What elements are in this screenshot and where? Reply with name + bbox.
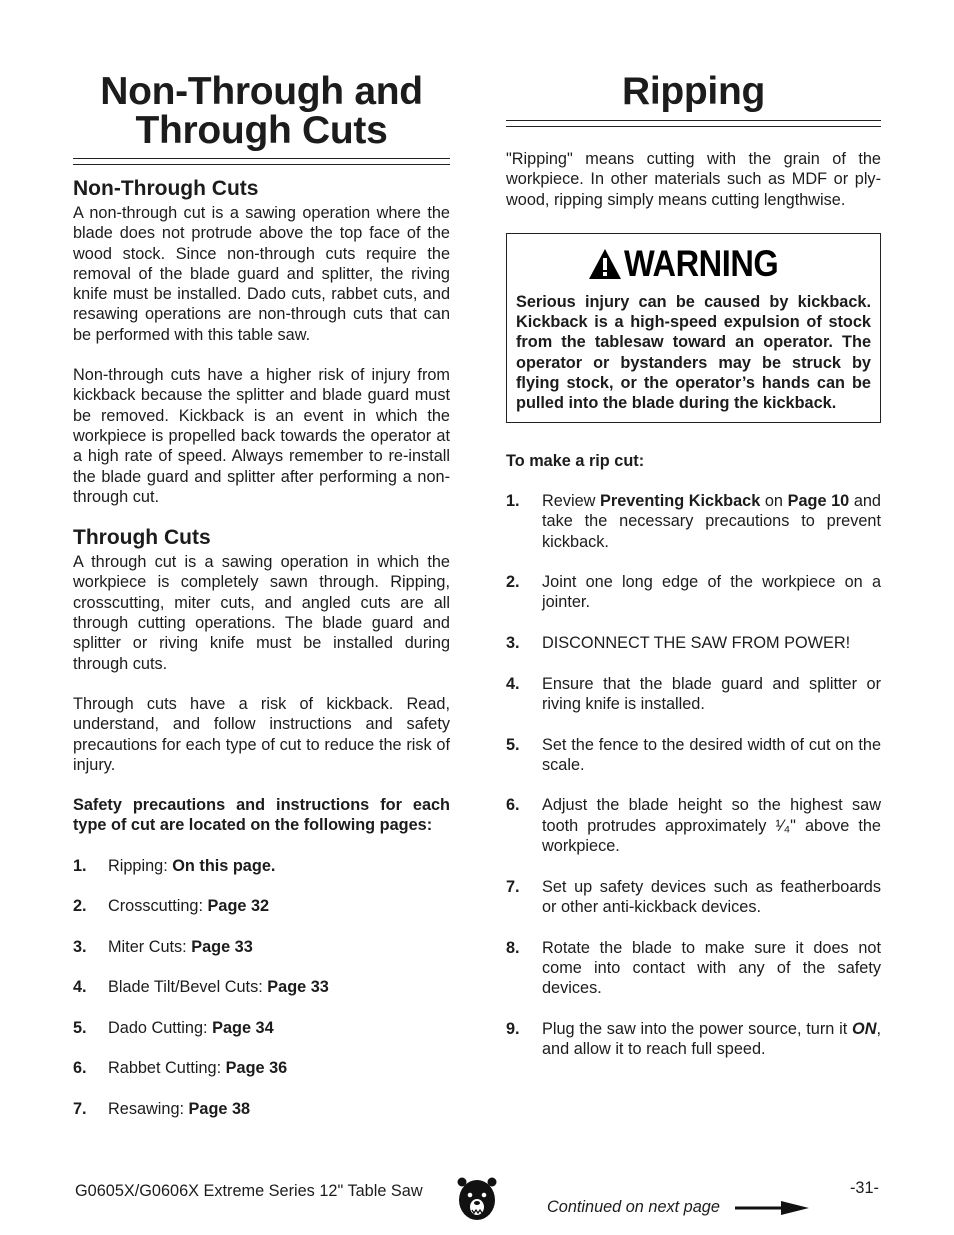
title-line-2: Through Cuts — [135, 109, 388, 152]
list-item: 6. Rabbet Cutting: Page 36 — [73, 1059, 288, 1078]
non-through-para-2: Non-through cuts have a higher risk of injury from kickback because the splitter and blade guard must be removed. Kickback is an event in which the workpiece is propelled back towards the operator at a high rate of speed. Always remember to re-install the blade guard and splitter after performing a non-through cut. — [73, 366, 450, 506]
warning-box — [506, 233, 881, 423]
list-item: 4. Blade Tilt/Bevel Cuts: Page 33 — [73, 978, 329, 997]
list-item: 3. Miter Cuts: Page 33 — [73, 937, 253, 956]
step-item: 9. Plug the saw into the power source, turn it ON, and allow it to reach full speed. — [506, 1019, 881, 1058]
title-rule-left — [73, 158, 450, 165]
non-through-para-1: A non-through cut is a sawing operation where the blade does not protrude above the top face of the wood stock. Since non-through cuts require the removal of the blade guard and splitter, the riving knife must be installed. Dado cuts, rabbet cuts, and resawing operations are non-through cuts that can be performed with this table saw. — [73, 204, 450, 344]
step-item: 3. DISCONNECT THE SAW FROM POWER! — [506, 634, 851, 653]
through-para-1: A through cut is a sawing operation in which the workpiece is completely sawn through. Ripping, crosscutting, miter cuts, and angled cuts are all through cutting operations. The blade guard and splitter or riving knife must be installed during through cuts. — [73, 553, 450, 673]
list-item: 1. Ripping: On this page. — [73, 856, 276, 875]
through-para-2: Through cuts have a risk of kickback. Read, understand, and follow instructions and safety precautions for each type of cut to reduce the risk of injury. — [73, 694, 450, 774]
step-item: 5. Set the fence to the desired width of cut on the scale. — [506, 735, 881, 774]
warning-triangle-icon — [588, 248, 622, 280]
cut-types-list — [73, 856, 450, 1119]
warning-text: Serious injury can be caused by kickback. Kickback is a high-speed expulsion of stock from the tablesaw toward an operator. The operator or bystanders may be struck by flying stock, or the operator’s hands can be pulled into the blade during the kickback. — [516, 292, 871, 413]
arrow-right-icon — [735, 1200, 810, 1216]
step-item: 1. Review Preventing Kickback on Page 10 and take the necessary precautions to prevent kickback. — [506, 491, 881, 551]
right-column — [506, 72, 881, 1080]
step-item: 2. Joint one long edge of the workpiece on a jointer. — [506, 573, 881, 612]
step-item: 4. Ensure that the blade guard and splitter or riving knife is installed. — [506, 674, 881, 713]
ripping-intro: "Ripping" means cutting with the grain of the workpiece. In other materials such as MDF or plywood, ripping simply means cutting lengthwise. — [506, 150, 881, 209]
steps-heading: To make a rip cut: — [506, 451, 645, 470]
warning-header — [516, 244, 871, 284]
warning-label: WARNING — [623, 242, 779, 284]
step-item: 8. Rotate the blade to make sure it does not come into contact with any of the safety devices. — [506, 938, 881, 998]
continued-note: Continued on next page — [547, 1198, 720, 1216]
page-title-right: Ripping — [621, 70, 766, 113]
bear-logo-icon — [457, 1176, 497, 1222]
page-title-left — [73, 72, 450, 150]
title-line-1: Non-Through and — [100, 70, 423, 113]
section-heading-non-through: Non-Through Cuts — [73, 177, 259, 200]
step-item: 6. Adjust the blade height so the highest saw tooth protrudes approximately ¹⁄₄" above the workpiece. — [506, 796, 881, 856]
list-item: 5. Dado Cutting: Page 34 — [73, 1018, 274, 1037]
footer-model: G0605X/G0606X Extreme Series 12" Table Saw — [75, 1182, 423, 1200]
step-item: 7. Set up safety devices such as featherboards or other anti-kickback devices. — [506, 877, 881, 916]
section-heading-through: Through Cuts — [73, 526, 211, 550]
rip-cut-steps — [506, 491, 881, 1059]
title-rule-right — [506, 120, 881, 127]
left-column — [73, 72, 450, 1139]
list-item: 2. Crosscutting: Page 32 — [73, 897, 270, 916]
safety-precautions-note: Safety precautions and instructions for each type of cut are located on the following pages: — [73, 796, 450, 835]
page-number: -31- — [850, 1179, 879, 1197]
list-item: 7. Resawing: Page 38 — [73, 1099, 251, 1118]
